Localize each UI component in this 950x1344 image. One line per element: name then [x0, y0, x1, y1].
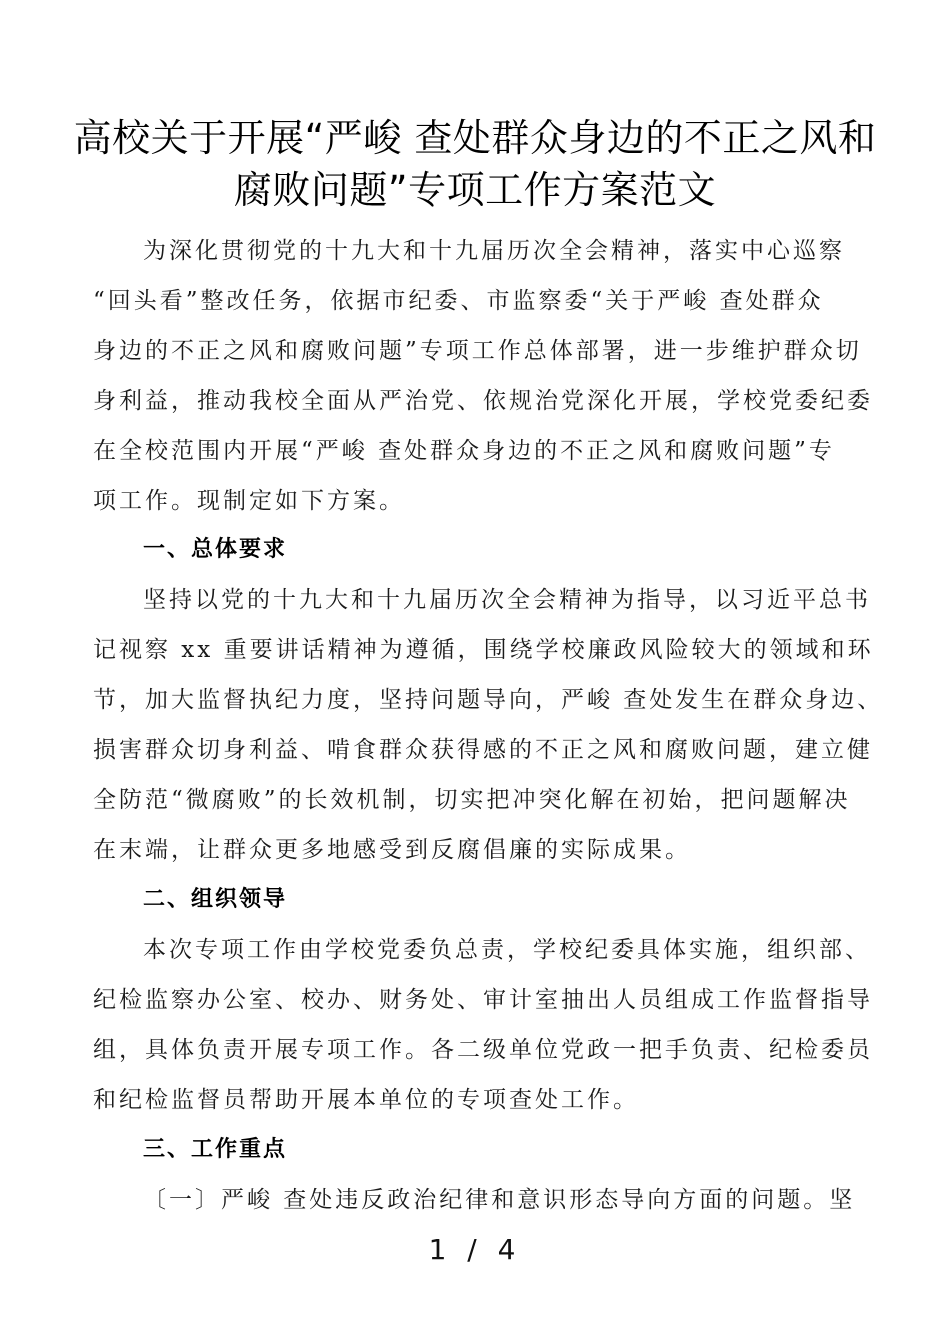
document-title-line-2: 腐败问题”专项工作方案范文 [233, 168, 717, 212]
intro-line: 身利益，推动我校全面从严治党、依规治党深化开展，学校党委纪委 [93, 388, 873, 414]
section-heading-2: 二、组织领导 [143, 887, 288, 912]
section3-line: 〔一〕严峻 查处违反政治纪律和意识形态导向方面的问题。坚 [143, 1187, 856, 1213]
section2-line: 和纪检监督员帮助开展本单位的专项查处工作。 [93, 1087, 639, 1113]
section1-line: 在末端，让群众更多地感受到反腐倡廉的实际成果。 [93, 837, 691, 863]
section2-line: 纪检监察办公室、校办、财务处、审计室抽出人员组成工作监督指导 [93, 987, 873, 1013]
section1-line: 记视察 xx 重要讲话精神为遵循，围绕学校廉政风险较大的领域和环 [93, 637, 874, 663]
intro-line: “回头看”整改任务，依据市纪委、市监察委“关于严峻 查处群众 [93, 288, 824, 314]
section-heading-3: 三、工作重点 [143, 1137, 288, 1162]
intro-line: 项工作。现制定如下方案。 [93, 488, 405, 514]
document-title-line-1: 高校关于开展“严峻 查处群众身边的不正之风和 [73, 116, 877, 160]
page-number: 1 / 4 [428, 1233, 522, 1266]
intro-line: 为深化贯彻党的十九大和十九届历次全会精神，落实中心巡察 [143, 238, 845, 264]
intro-line: 身边的不正之风和腐败问题”专项工作总体部署，进一步维护群众切 [93, 338, 862, 364]
intro-line: 在全校范围内开展“严峻 查处群众身边的不正之风和腐败问题”专 [93, 438, 835, 464]
section2-line: 本次专项工作由学校党委负总责，学校纪委具体实施，组织部、 [143, 937, 871, 963]
section1-line: 全防范“微腐败”的长效机制，切实把冲突化解在初始，把问题解决 [93, 787, 851, 813]
section2-line: 组，具体负责开展专项工作。各二级单位党政一把手负责、纪检委员 [93, 1037, 873, 1063]
section1-line: 节，加大监督执纪力度，坚持问题导向，严峻 查处发生在群众身边、 [93, 687, 884, 713]
section-heading-1: 一、总体要求 [143, 537, 288, 562]
section1-line: 损害群众切身利益、啃食群众获得感的不正之风和腐败问题，建立健 [93, 737, 873, 763]
section1-line: 坚持以党的十九大和十九届历次全会精神为指导，以习近平总书 [143, 587, 871, 613]
